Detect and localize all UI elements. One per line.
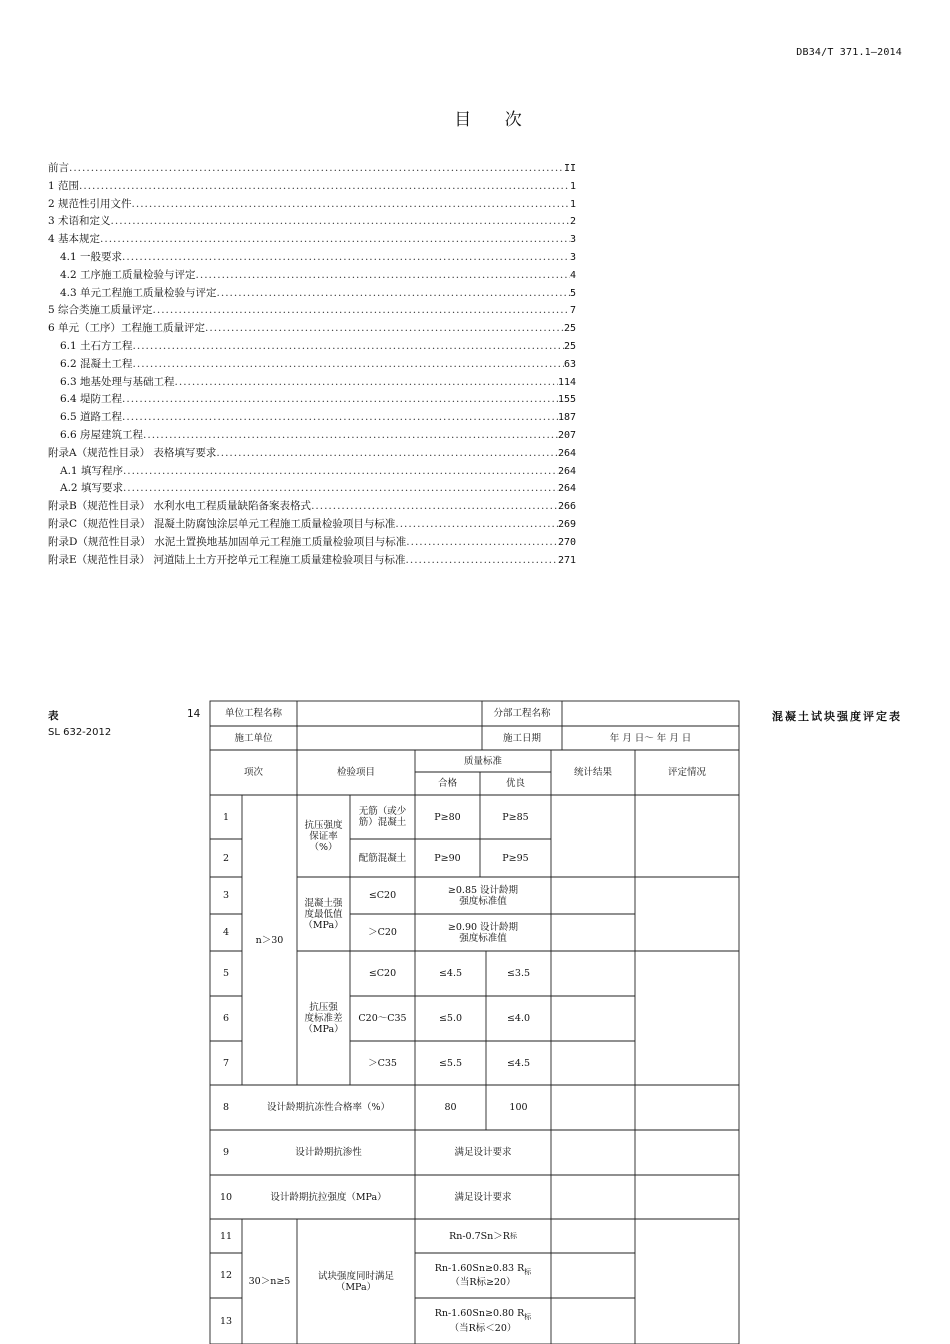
row-11-standard [415,1219,551,1253]
row-4-sub: ＞C20 [368,927,397,938]
row-9-standard: 满足设计要求 [454,1147,512,1158]
toc-entry-title: 6 单元（工序）工程施工质量评定 [48,322,206,335]
toc-entry-page: 25 [563,340,576,352]
toc-entry-page: 114 [557,376,576,388]
row-12-standard [415,1253,551,1298]
row-10-standard: 满足设计要求 [454,1191,512,1203]
construction-date-value[interactable]: 年 月 日～ 年 月 日 [609,732,692,744]
row-7-no: 7 [222,1057,230,1069]
row-4-no: 4 [222,927,230,938]
row-13-no: 13 [219,1315,233,1327]
row-7-excellent: ≤4.5 [506,1057,531,1069]
toc-entry-page: 63 [563,358,576,370]
row-1-excellent: P≥85 [502,811,529,823]
row-2-pass: P≥90 [434,852,461,864]
row-1-2-group: 抗压强度 保证率 （%） [304,819,343,853]
col-item-no: 项次 [243,767,263,778]
row-9-item: 设计龄期抗渗性 [295,1147,362,1158]
row-12-condition: （当R标≥20） [450,1277,516,1289]
group-n-over-30: n＞30 [255,934,284,946]
row-6-sub: C20～C35 [358,1013,407,1024]
row-5-sub: ≤C20 [368,968,397,979]
toc-entry-page: II [563,163,576,174]
row-2-no: 2 [222,852,230,864]
row-7-pass: ≤5.5 [438,1057,463,1069]
toc-entry-page: 5 [569,287,576,299]
col-check-item: 检验项目 [336,767,375,778]
row-6-no: 6 [222,1013,230,1024]
row-4-standard: ≥0.90 设计龄期 强度标准值 [447,921,519,944]
row-6-pass: ≤5.0 [438,1013,463,1024]
row-13-standard [415,1298,551,1344]
row-12-subscript: 标 [524,1267,532,1276]
row-1-pass: P≥80 [434,811,461,823]
toc-entry-title: 附录D（规范性目录） 水泥土置换地基加固单元工程施工质量检验项目与标准 [48,535,407,548]
row-8-item: 设计龄期抗冻性合格率（%） [266,1102,391,1113]
table-standard-ref: SL 632-2012 [48,727,112,738]
row-12-formula: Rn-1.60Sn≥0.83 R [434,1262,525,1274]
col-evaluation: 评定情况 [667,767,706,778]
toc-entry-title: 前言 [48,162,69,174]
toc-entry-page: 264 [557,447,576,459]
toc-entry-page: 269 [557,518,576,530]
col-stats: 统计结果 [573,767,612,778]
row-8-excellent: 100 [509,1102,528,1113]
contractor-value[interactable] [297,726,482,750]
toc-entry-page: 266 [557,501,576,513]
row-11-no: 11 [219,1230,233,1242]
toc-entry-title: 4.2 工序施工质量检验与评定 [60,268,196,281]
col-pass: 合格 [437,778,457,789]
row-11-subscript: 标 [509,1231,517,1240]
toc-entry-title: 1 范围 [48,179,80,192]
row-5-pass: ≤4.5 [438,968,463,979]
row-13-formula: Rn-1.60Sn≥0.80 R [434,1308,525,1320]
row-2-excellent: P≥95 [502,852,529,864]
row-5-excellent: ≤3.5 [506,968,531,979]
toc-entry-page: 187 [557,412,576,424]
row-11-formula: Rn-0.7Sn＞R [449,1230,510,1242]
row-13-subscript: 标 [524,1312,532,1321]
row-12-no: 12 [219,1270,233,1281]
row-5-no: 5 [222,968,230,979]
col-excellent: 优良 [505,778,525,789]
toc-entry-title: 4.3 单元工程施工质量检验与评定 [60,286,217,299]
table-number: 14 [187,708,201,720]
row-3-standard: ≥0.85 设计龄期 强度标准值 [447,884,519,907]
toc-entry-page: 3 [569,234,576,246]
toc-entry-page: 270 [557,536,576,548]
toc-entry-title: 6.4 堤防工程 [60,393,123,406]
toc-entry-page: 264 [557,483,576,495]
toc-entry-page: 25 [563,323,576,335]
row-3-sub: ≤C20 [368,890,397,901]
row-5-7-group: 抗压强 度标准差 （MPa） [303,1001,344,1035]
toc-entry-title: 3 术语和定义 [48,215,111,228]
row-10-item: 设计龄期抗拉强度（MPa） [270,1191,387,1203]
toc-entry-title: 6.2 混凝土工程 [60,357,133,370]
toc-entry-title: 4 基本规定 [48,233,101,246]
toc-entry-title: 6.5 道路工程 [60,411,123,424]
unit-project-value[interactable] [297,701,482,726]
table-name: 混凝土试块强度评定表 [772,710,902,723]
toc-entry-title: 5 综合类施工质量评定 [48,304,153,317]
toc-entry-page: 1 [569,198,576,210]
row-9-no: 9 [222,1147,230,1158]
standard-code: DB34/T 371.1—2014 [796,47,902,58]
toc-entry-title: A.1 填写程序 [60,464,123,477]
group-n-5-to-30: 30＞n≥5 [248,1276,291,1287]
toc-entry-title: 4.1 一般要求 [60,250,123,263]
toc-entry-title: 6.3 地基处理与基础工程 [60,375,175,388]
row-8-no: 8 [222,1102,230,1113]
row-1-no: 1 [222,811,230,823]
col-quality-standard: 质量标准 [463,755,502,767]
toc-entry-title: 附录B（规范性目录） 水利水电工程质量缺陷备案表格式 [48,500,312,513]
row-11-13-group: 试块强度同时满足 （MPa） [317,1270,394,1293]
toc-entry-title: 6.6 房屋建筑工程 [60,428,144,441]
toc-entry-page: 2 [569,216,576,228]
row-3-no: 3 [222,890,230,901]
row-1-sub: 无筋（或少 筋）混凝土 [358,806,407,828]
toc-entry-title: 附录C（规范性目录） 混凝土防腐蚀涂层单元工程施工质量检验项目与标准 [48,517,396,530]
sub-project-value[interactable] [562,701,739,726]
toc-entry-title: 附录A（规范性目录） 表格填写要求 [48,446,217,459]
row-7-sub: ＞C35 [368,1057,397,1069]
toc-entry-page: 271 [557,554,576,566]
toc-entry-title: 6.1 土石方工程 [60,339,133,352]
toc-title: 目 次 [454,110,536,130]
toc-entry-page: 155 [557,394,576,406]
row-2-sub: 配筋混凝土 [358,852,407,864]
toc-entry-page: 1 [569,180,576,192]
toc-entry-page: 207 [557,429,576,441]
toc-entry-title: A.2 填写要求 [60,482,123,495]
unit-project-label: 单位工程名称 [224,708,282,719]
contractor-label: 施工单位 [234,732,273,744]
row-13-condition: （当R标＜20） [449,1322,517,1334]
construction-date-label: 施工日期 [502,732,541,744]
row-8-pass: 80 [444,1102,457,1113]
toc-entry-page: 264 [557,465,576,477]
toc-entry-page: 3 [569,251,576,263]
row-10-no: 10 [219,1191,233,1203]
row-6-excellent: ≤4.0 [506,1013,531,1024]
toc-entry-title: 2 规范性引用文件 [48,197,132,210]
toc-entry-page: 4 [569,269,576,281]
sub-project-label: 分部工程名称 [493,708,551,719]
row-3-4-group: 混凝土强 度最低值 （MPa） [303,897,344,931]
toc-entry-page: 7 [569,305,576,317]
toc-entry-title: 附录E（规范性目录） 河道陆上土方开挖单元工程施工质量建检验项目与标准 [48,553,406,566]
table-label: 表 [48,710,59,722]
